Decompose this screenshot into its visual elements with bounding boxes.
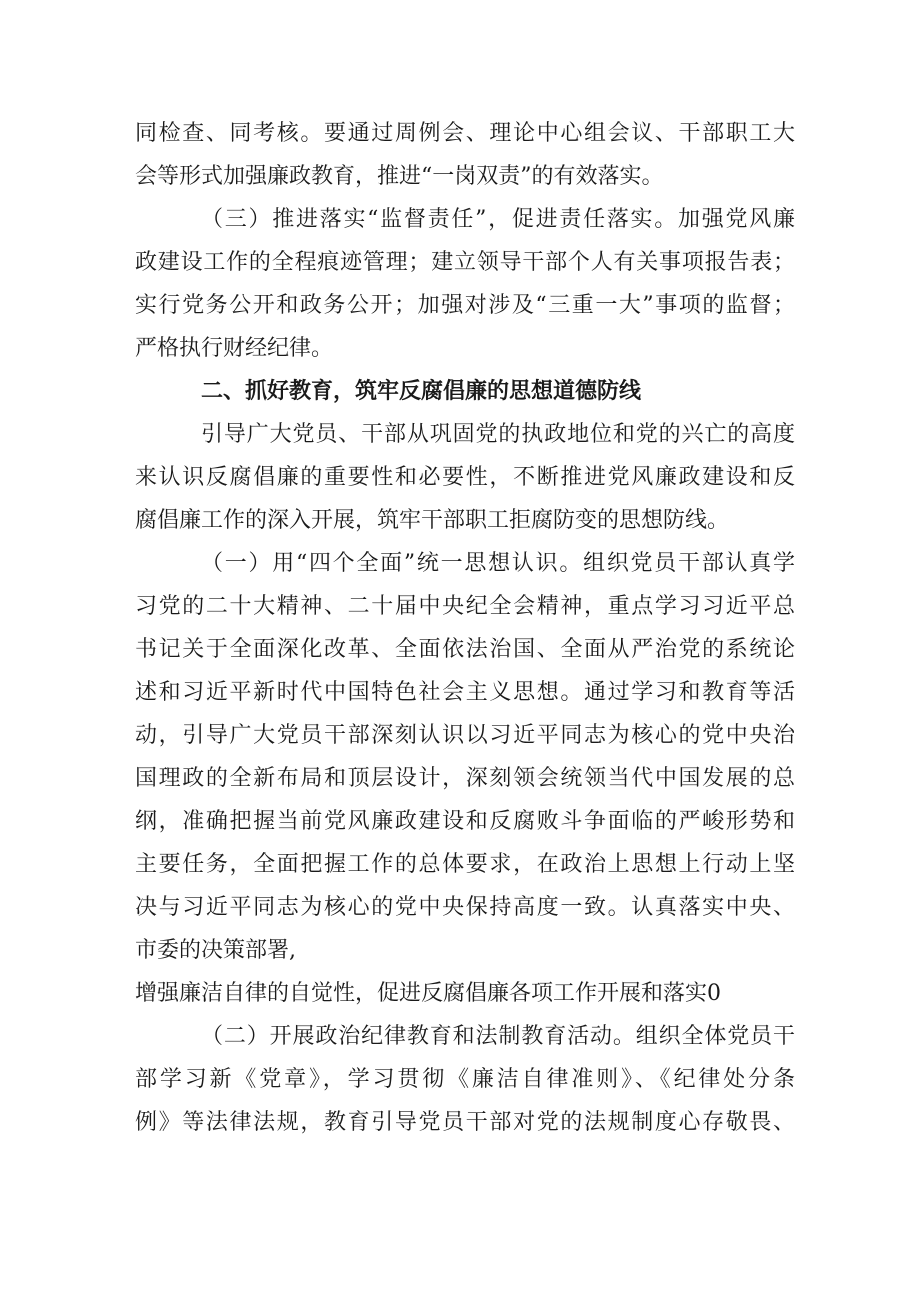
text-line: 例》等法律法规，教育引导党员干部对党的法规制度心存敬畏、 <box>135 1110 795 1135</box>
text-line: 动，引导广大党员干部深刻认识以习近平同志为核心的党中央治 <box>135 723 795 748</box>
text-line: 实行党务公开和政务公开；加强对涉及“三重一大”事项的监督； <box>135 293 795 318</box>
text-line: 增强廉洁自律的自觉性，促进反腐倡廉各项工作开展和落实0 <box>135 981 721 1006</box>
text-line: 引导广大党员、干部从巩固党的执政地位和党的兴亡的高度 <box>201 422 795 447</box>
text-line: 决与习近平同志为核心的党中央保持高度一致。认真落实中央、 <box>135 895 795 920</box>
text-line: 同检查、同考核。要通过周例会、理论中心组会议、干部职工大 <box>135 121 795 146</box>
text-line: （二）开展政治纪律教育和法制教育活动。组织全体党员干 <box>201 1024 795 1049</box>
text-line: 部学习新《党章》，学习贯彻《廉洁自律准则》、《纪律处分条 <box>135 1067 795 1092</box>
text-line: 来认识反腐倡廉的重要性和必要性，不断推进党风廉政建设和反 <box>135 465 795 490</box>
text-line: 主要任务，全面把握工作的总体要求，在政治上思想上行动上坚 <box>135 852 795 877</box>
text-line: 述和习近平新时代中国特色社会主义思想。通过学习和教育等活 <box>135 680 795 705</box>
text-line: 习党的二十大精神、二十届中央纪全会精神，重点学习习近平总 <box>135 594 795 619</box>
text-line: 市委的决策部署, <box>135 938 296 963</box>
text-line: （三）推进落实“监督责任”，促进责任落实。加强党风廉 <box>201 207 795 232</box>
text-line: 国理政的全新布局和顶层设计，深刻领会统领当代中国发展的总 <box>135 766 795 791</box>
text-line: 严格执行财经纪律。 <box>135 336 334 361</box>
text-line: 会等形式加强廉政教育，推进“一岗双责”的有效落实。 <box>135 164 664 189</box>
document-body <box>135 112 795 1144</box>
text-line: 纲，准确把握当前党风廉政建设和反腐败斗争面临的严峻形势和 <box>135 809 795 834</box>
text-line: （一）用“四个全面”统一思想认识。组织党员干部认真学 <box>201 551 795 576</box>
text-line: 腐倡廉工作的深入开展，筑牢干部职工拒腐防变的思想防线。 <box>135 508 730 533</box>
text-line: 政建设工作的全程痕迹管理；建立领导干部个人有关事项报告表； <box>135 250 795 275</box>
section-heading: 二、抓好教育，筑牢反腐倡廉的思想道德防线 <box>201 379 642 404</box>
text-line: 书记关于全面深化改革、全面依法治国、全面从严治党的系统论 <box>135 637 795 662</box>
